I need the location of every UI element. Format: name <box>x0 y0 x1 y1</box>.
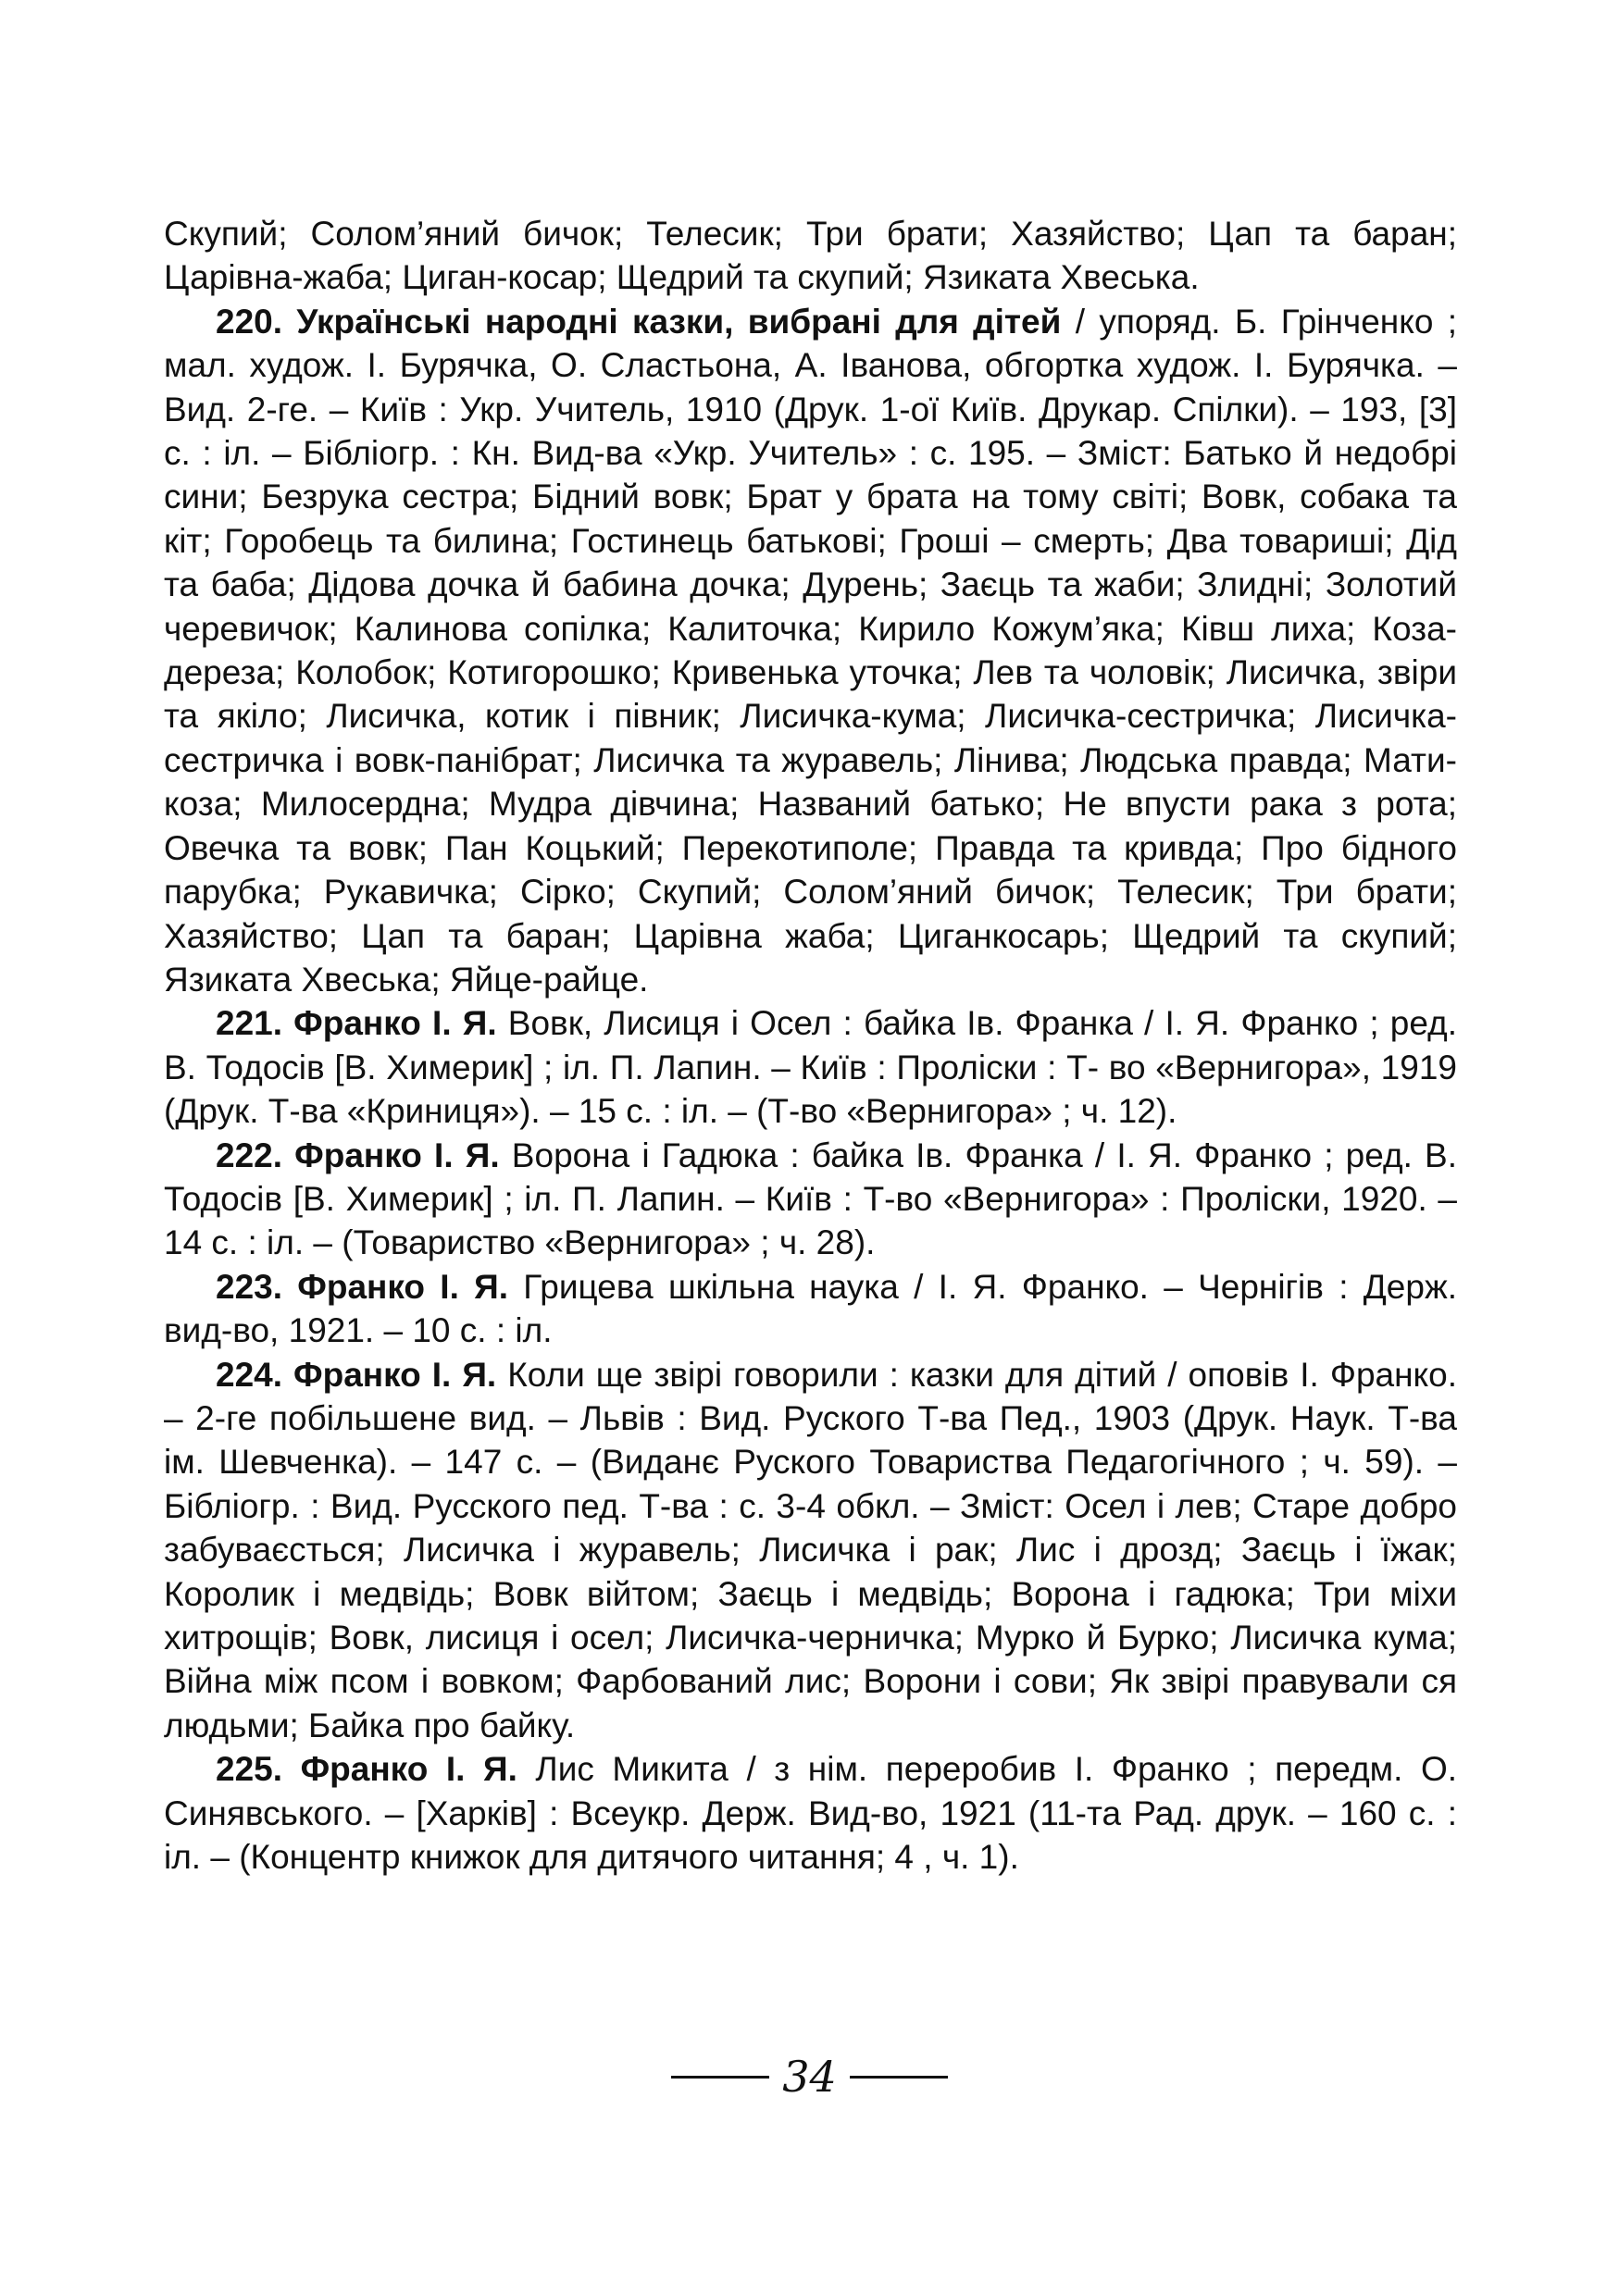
entry-description: Грицева шкільна наука / І. Я. Франко. – Чернігів : Держ. вид-во, 1921. – 10 с. : іл. <box>164 1267 1457 1350</box>
entry-220 <box>164 300 1457 1002</box>
entry-description: Ворона і Гадюка : байка Ів. Франка / І. Я. Франко ; ред. В. Тодосів [В. Химерик] ; іл. П. Лапин. – Київ : Т-во «Вернигора» : Проліски, 1920. – 14 с. : іл. – (Товариство «Вернигора» ; ч. 28). <box>164 1136 1458 1262</box>
entry-description: Лис Микита / з нім. переробив І. Франко ; передм. О. Синявського. – [Харків] : Всеукр. Держ. Вид-во, 1921 (11-та Рад. друк. – 160 с. : іл. – (Концентр книжок для дитячого читання; 4 , ч. 1). <box>164 1750 1458 1877</box>
entry-number: 225. <box>216 1750 283 1789</box>
entry-224 <box>164 1353 1457 1748</box>
entry-author: Франко І. Я. <box>300 1750 517 1789</box>
entry-author: Франко І. Я. <box>293 1004 497 1043</box>
entry-number: 222. <box>216 1136 283 1174</box>
entry-225 <box>164 1747 1457 1879</box>
entry-continuation: Скупий; Солом’яний бичок; Телесик; Три брати; Хазяйство; Цап та баран; Царівна-жаба; Циган-косар; Щедрий та скупий; Язиката Хвеська. <box>164 215 1457 297</box>
entry-description: Коли ще звірі говорили : казки для дітий / оповів І. Франко. – 2-ге побільшене вид. – Львів : Вид. Руского Т-ва Пед., 1903 (Друк. Наук. Т-ва ім. Шевченка). – 147 с. – (Виданє Руского Товариства Педагогічного ; ч. 59). – Бібліогр. : Вид. Русского пед. Т-ва : с. 3-4 обкл. – Зміст: Осел і лев; Старе добро забуваєсться; Лисичка і журавель; Лисичка і рак; Лис і дрозд; Заєць і їжак; Королик і медвідь; Вовк війтом; Заєць і медвідь; Ворона і гадюка; Три міхи хитрощів; Вовк, лисиця і осел; Лисичка-черничка; Мурко й Бурко; Лисичка кума; Війна між псом і вовком; Фарбований лис; Ворони і сови; Як звірі правували ся людьми; Байка про байку. <box>164 1355 1457 1744</box>
folio-rule-left <box>671 2076 769 2079</box>
page-folio <box>0 2049 1619 2104</box>
entry-author: Франко І. Я. <box>294 1136 500 1174</box>
entry-author: Франко І. Я. <box>297 1267 509 1306</box>
entry-title: Українські народні казки, вибрані для дітей <box>296 302 1062 341</box>
page-number: 34 <box>782 2052 837 2102</box>
entry-author: Франко І. Я. <box>293 1355 497 1394</box>
entry-number: 220. <box>216 302 283 341</box>
entry-number: 223. <box>216 1267 283 1306</box>
entry-221 <box>164 1001 1457 1133</box>
folio-rule-right <box>850 2076 948 2079</box>
entry-description: / упоряд. Б. Грінченко ; мал. худож. І. Бурячка, О. Сластьона, А. Іванова, обгортка худож. І. Бурячка. – Вид. 2-ге. – Київ : Укр. Учитель, 1910 (Друк. 1-ої Київ. Друкар. Спілки). – 193, [3] с. : іл. – Бібліогр. : Кн. Вид-ва «Укр. Учитель» : с. 195. – Зміст: Батько й недобрі сини; Безрука сестра; Бідний вовк; Брат у брата на тому світі; Вовк, собака та кіт; Горобець та билина; Гостинець батькові; Гроші – смерть; Два товариші; Дід та баба; Дідова дочка й бабина дочка; Дурень; Заєць та жаби; Злидні; Золотий черевичок; Калинова сопілка; Калиточка; Кирило Кожум’яка; Ківш лиха; Коза-дереза; Колобок; Котигорошко; Кривенька уточка; Лев та чоловік; Лисичка, звіри та якіло; Лисичка, котик і півник; Лисичка-кума; Лисичка-сестричка; Лисичка-сестричка і вовк-панібрат; Лисичка та журавель; Лінива; Людська правда; Мати-коза; Милосердна; Мудра дівчина; Названий батько; Не впусти рака з рота; Овечка та вовк; Пан Коцький; Перекотиполе; Правда та кривда; Про бідного парубка; Рукавичка; Сірко; Скупий; Солом’яний бичок; Телесик; Три брати; Хазяйство; Цап та баран; Царівна жаба; Циганкосарь; Щедрий та скупий; Язиката Хвеська; Яйце-райце. <box>164 302 1458 999</box>
entry-222 <box>164 1134 1457 1265</box>
bibliography-text <box>164 212 1457 1879</box>
entry-number: 221. <box>216 1004 283 1043</box>
entry-223 <box>164 1265 1457 1353</box>
entry-description: Вовк, Лисиця і Осел : байка Ів. Франка / І. Я. Франко ; ред. В. Тодосів [В. Химерик] ; іл. П. Лапин. – Київ : Проліски : Т- во «Вернигора», 1919 (Друк. Т-ва «Криниця»). – 15 с. : іл. – (Т-во «Вернигора» ; ч. 12). <box>164 1004 1458 1131</box>
entry-number: 224. <box>216 1355 283 1394</box>
